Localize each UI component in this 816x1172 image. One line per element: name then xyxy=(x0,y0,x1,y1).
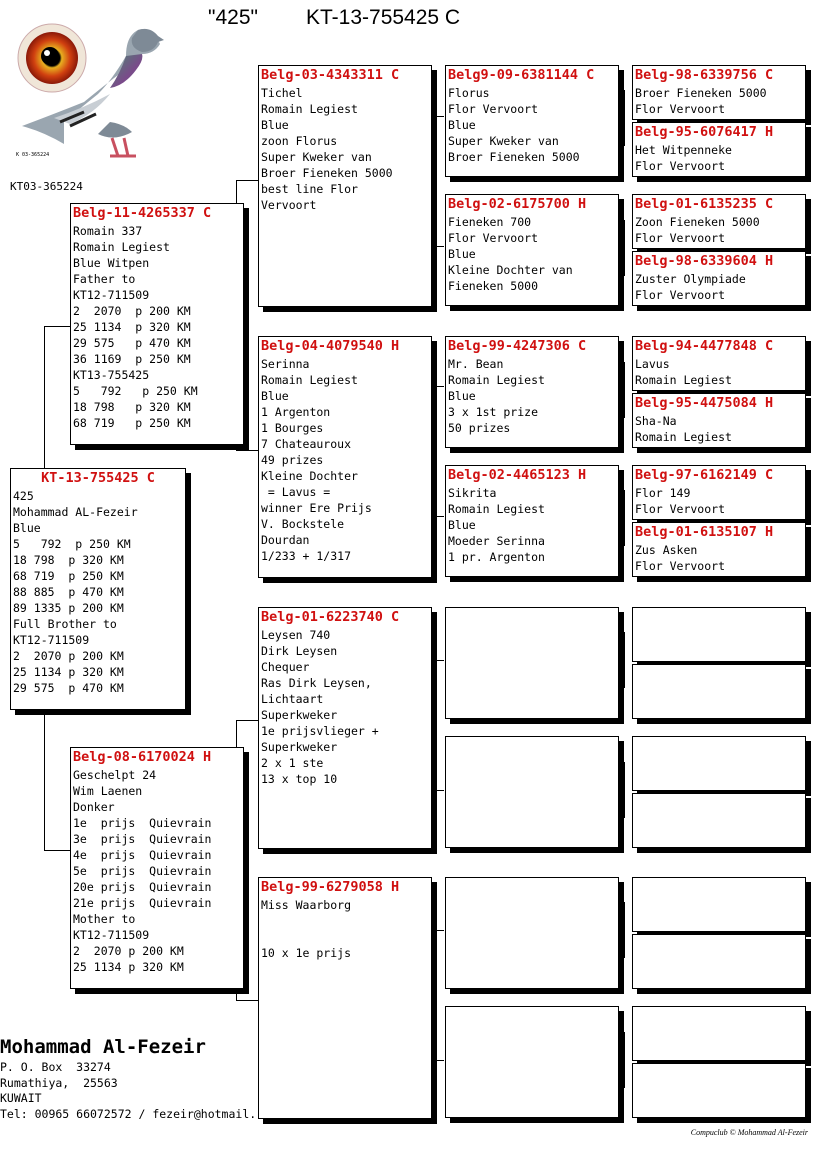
photo-caption: K 03-365224 xyxy=(16,152,50,158)
granddam-maternal-card[interactable] xyxy=(258,877,432,1119)
ring-number: Belg-02-6175700 H xyxy=(448,196,587,212)
connector xyxy=(434,246,444,247)
gen4-card[interactable] xyxy=(632,194,806,249)
pedigree-details: Florus Flor Vervoort Blue Super Kweker van Broer Fieneken 5000 xyxy=(448,86,580,164)
pedigree-details: 425 Mohammad AL-Fezeir Blue 5 792 p 250 KM 18 798 p 320 KM 68 719 p 250 KM 88 885 p 470 KM 89 1335 p 200 KM Full Brother to KT12-711509 2 2070 p 200 KM 25 1134 p 320 KM 29 575 p 470 KM xyxy=(13,489,138,695)
pedigree-details: Lavus Romain Legiest xyxy=(635,357,732,387)
pedigree-details: Zus Asken Flor Vervoort xyxy=(635,543,726,573)
ring-number: Belg-01-6223740 C xyxy=(261,609,400,625)
ring-number: Belg-98-6339604 H xyxy=(635,253,774,269)
pigeon-photo xyxy=(14,14,170,170)
connector xyxy=(624,762,625,818)
gen4-card-empty[interactable] xyxy=(632,793,806,848)
ring-number: Belg-99-4247306 C xyxy=(448,338,587,354)
gen4-card[interactable] xyxy=(632,465,806,520)
owner-address: P. O. Box 33274 Rumathiya, 25563 KUWAIT Tel: 00965 66072572 / fezeir@hotmail. xyxy=(0,1060,257,1121)
connector xyxy=(624,90,625,146)
gen3-card-empty[interactable] xyxy=(445,1006,619,1118)
ring-number: Belg-94-4477848 C xyxy=(635,338,774,354)
connector xyxy=(624,632,625,688)
father-card[interactable] xyxy=(70,203,244,445)
ring-number: Belg-04-4079540 H xyxy=(261,338,400,354)
connector xyxy=(434,516,444,517)
ring-number: Belg-11-4265337 C xyxy=(73,205,212,221)
connector xyxy=(434,660,435,790)
gen3-card[interactable] xyxy=(445,465,619,577)
pigeon-nickname: "425" xyxy=(208,6,258,29)
connector xyxy=(236,180,258,181)
connector xyxy=(434,386,444,387)
connector xyxy=(434,1060,444,1061)
pedigree-details: Fieneken 700 Flor Vervoort Blue Kleine Dochter van Fieneken 5000 xyxy=(448,215,573,293)
gen4-card[interactable] xyxy=(632,65,806,120)
gen4-card-empty[interactable] xyxy=(632,934,806,989)
ring-number: Belg-01-6135235 C xyxy=(635,196,774,212)
grandsire-paternal-card[interactable] xyxy=(258,65,432,307)
connector xyxy=(624,362,625,418)
gen4-card[interactable] xyxy=(632,522,806,577)
credit-line: Compuclub © Mohammad Al-Fezeir xyxy=(690,1128,808,1137)
pedigree-details: Serinna Romain Legiest Blue 1 Argenton 1 Bourges 7 Chateauroux 49 prizes Kleine Dochter = Lavus = winner Ere Prijs V. Bockstele Dourdan 1/233 + 1/317 xyxy=(261,357,372,563)
subject-card[interactable] xyxy=(10,468,186,710)
ring-number: Belg-95-6076417 H xyxy=(635,124,774,140)
ring-number: Belg-95-4475084 H xyxy=(635,395,774,411)
connector xyxy=(44,326,45,468)
connector xyxy=(624,220,625,276)
pedigree-details: Flor 149 Flor Vervoort xyxy=(635,486,726,516)
pedigree-details: Het Witpenneke Flor Vervoort xyxy=(635,143,732,173)
mother-card[interactable] xyxy=(70,747,244,989)
owner-name: Mohammad Al-Fezeir xyxy=(0,1036,206,1058)
gen4-card-empty[interactable] xyxy=(632,736,806,791)
pedigree-details: Broer Fieneken 5000 Flor Vervoort xyxy=(635,86,767,116)
connector xyxy=(434,660,444,661)
gen3-card[interactable] xyxy=(445,194,619,306)
gen4-card[interactable] xyxy=(632,336,806,391)
ring-number: Belg-03-4343311 C xyxy=(261,67,400,83)
connector xyxy=(624,902,625,958)
pedigree-details: Tichel Romain Legiest Blue zoon Florus Super Kweker van Broer Fieneken 5000 best line Flor Vervoort xyxy=(261,86,393,212)
connector xyxy=(44,326,70,327)
connector xyxy=(236,720,258,721)
photo-reference: KT03-365224 xyxy=(10,180,83,193)
pigeon-ring-title: KT-13-755425 C xyxy=(306,6,461,29)
connector xyxy=(236,1000,258,1001)
pedigree-details: Leysen 740 Dirk Leysen Chequer Ras Dirk Leysen, Lichtaart Superkweker 1e prijsvlieger + Superkweker 2 x 1 ste 13 x top 10 xyxy=(261,628,379,786)
connector xyxy=(434,790,444,791)
gen3-card[interactable] xyxy=(445,336,619,448)
granddam-paternal-card[interactable] xyxy=(258,336,432,578)
ring-number: Belg-99-6279058 H xyxy=(261,879,400,895)
connector xyxy=(434,116,435,246)
gen3-card-empty[interactable] xyxy=(445,877,619,989)
ring-number: Belg-02-4465123 H xyxy=(448,467,587,483)
gen4-card-empty[interactable] xyxy=(632,1063,806,1118)
pedigree-details: Sha-Na Romain Legiest xyxy=(635,414,732,444)
gen4-card-empty[interactable] xyxy=(632,664,806,719)
ring-number: Belg-01-6135107 H xyxy=(635,524,774,540)
connector xyxy=(434,116,444,117)
connector xyxy=(434,930,444,931)
connector xyxy=(624,490,625,546)
pedigree-details: Zuster Olympiade Flor Vervoort xyxy=(635,272,746,302)
gen3-card-empty[interactable] xyxy=(445,607,619,719)
ring-number: Belg-08-6170024 H xyxy=(73,749,212,765)
connector xyxy=(44,710,45,850)
gen4-card[interactable] xyxy=(632,393,806,448)
connector xyxy=(624,1032,625,1088)
pedigree-details: Geschelpt 24 Wim Laenen Donker 1e prijs Quievrain 3e prijs Quievrain 4e prijs Quievrain 5e prijs Quievrain 20e prijs Quievrain 21e prijs Quievrain Mother to KT12-711509 2 2070 p 200 KM 25 1134 p 320 KM xyxy=(73,768,212,974)
pedigree-details: Zoon Fieneken 5000 Flor Vervoort xyxy=(635,215,760,245)
gen3-card-empty[interactable] xyxy=(445,736,619,848)
gen4-card[interactable] xyxy=(632,122,806,177)
gen3-card[interactable] xyxy=(445,65,619,177)
connector xyxy=(434,386,435,516)
grandsire-maternal-card[interactable] xyxy=(258,607,432,849)
connector xyxy=(44,850,70,851)
connector xyxy=(434,930,435,1060)
ring-number: Belg-98-6339756 C xyxy=(635,67,774,83)
gen4-card-empty[interactable] xyxy=(632,607,806,662)
ring-number: Belg9-09-6381144 C xyxy=(448,67,595,83)
pedigree-details: Romain 337 Romain Legiest Blue Witpen Father to KT12-711509 2 2070 p 200 KM 25 1134 p 320 KM 29 575 p 470 KM 36 1169 p 250 KM KT13-755425 5 792 p 250 KM 18 798 p 320 KM 68 719 p 250 KM xyxy=(73,224,198,430)
pedigree-details: Sikrita Romain Legiest Blue Moeder Serinna 1 pr. Argenton xyxy=(448,486,545,564)
pedigree-details: Mr. Bean Romain Legiest Blue 3 x 1st prize 50 prizes xyxy=(448,357,545,435)
pedigree-details: Miss Waarborg 10 x 1e prijs xyxy=(261,898,352,960)
gen4-card[interactable] xyxy=(632,251,806,306)
ring-number: Belg-97-6162149 C xyxy=(635,467,774,483)
pigeon-illustration xyxy=(14,14,170,170)
gen4-card-empty[interactable] xyxy=(632,1006,806,1061)
ring-number: KT-13-755425 C xyxy=(41,470,155,486)
gen4-card-empty[interactable] xyxy=(632,877,806,932)
connector xyxy=(236,450,258,451)
